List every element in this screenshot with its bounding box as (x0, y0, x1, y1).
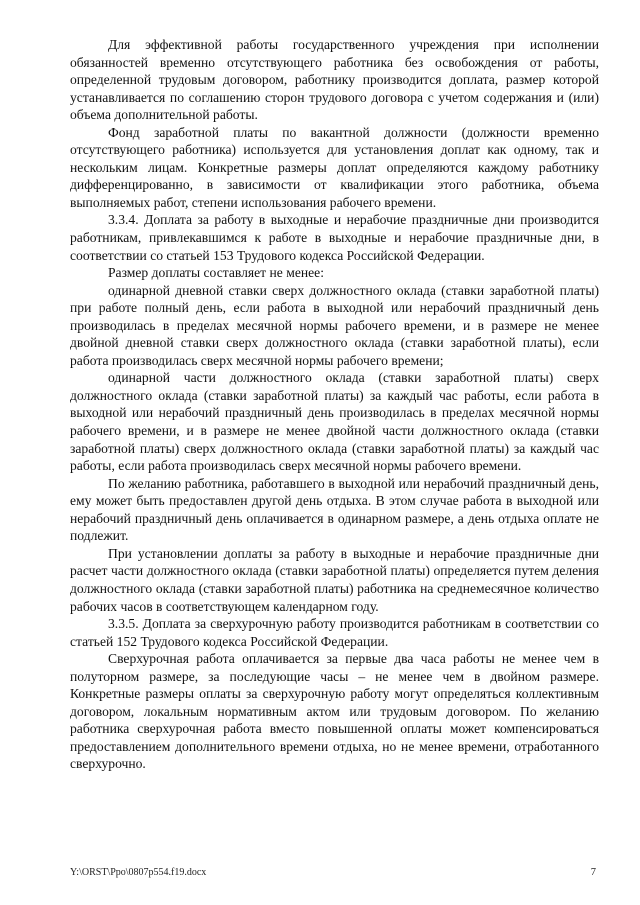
paragraph-vacancy-fund: Фонд заработной платы по вакантной должности (должности временно отсутствующего работника) используется для установления доплат как одному, так и нескольким лицам. Конкретные размеры доплат определяются каждому работнику дифференцированно, в зависимости от квалификации этого работника, объема выполняемых работ, степени использования рабочего времени. (70, 124, 599, 210)
paragraph-day-off: По желанию работника, работавшего в выходной или нерабочий праздничный день, ему может быть предоставлен другой день отдыха. В этом случае работа в выходной или нерабочий праздничный день оплачивается в одинарном размере, а день отдыха оплате не подлежит. (70, 475, 599, 544)
footer-file-path: Y:\ORST\Ppo\0807p554.f19.docx (70, 867, 207, 878)
page-number: 7 (590, 867, 596, 878)
paragraph-overtime: Сверхурочная работа оплачивается за первые два часа работы не менее чем в полуторном размере, за последующие часы – не менее чем в двойном размере. Конкретные размеры оплаты за сверхурочную работу могут определяться коллективным договором, локальным нормативным актом или трудовым договором. По желанию работника сверхурочная работа вместо повышенной оплаты может компенсироваться предоставлением дополнительного времени отдыха, но не менее времени, отработанного сверхурочно. (70, 651, 599, 772)
paragraph-size-intro: Размер доплаты составляет не менее: (108, 265, 324, 281)
document-body (70, 36, 599, 773)
paragraph-3-3-5: 3.3.5. Доплата за сверхурочную работу производится работникам в соответствии со статьей 152 Трудового кодекса Российской Федерации. (70, 616, 599, 649)
paragraph-temporary-absence: Для эффективной работы государственного учреждения при исполнении обязанностей временно отсутствующего работника без освобождения от работы, определенной трудовым договором, работнику производится доплата, размер которой устанавливается по соглашению сторон трудового договора с учетом содержания и (или) объема дополнительной работы. (70, 37, 599, 123)
paragraph-3-3-4: 3.3.4. Доплата за работу в выходные и нерабочие праздничные дни производится работникам, привлекавшимся к работе в выходные и нерабочие праздничные дни, в соответствии со статьей 153 Трудового кодекса Российской Федерации. (70, 212, 599, 263)
paragraph-calculation: При установлении доплаты за работу в выходные и нерабочие праздничные дни расчет части должностного оклада (ставки заработной платы) определяется путем деления должностного оклада (ставки заработной платы) работника на среднемесячное количество рабочих часов в соответствующем календарном году. (70, 545, 599, 614)
paragraph-hourly-rate: одинарной части должностного оклада (ставки заработной платы) сверх должностного оклада (ставки заработной платы) за каждый час работы, если работа в выходной или нерабочий праздничный день производилась в пределах месячной нормы рабочего времени, и в размере не менее двойной части должностного оклада (ставки заработной платы) сверх должностного оклада (ставки заработной платы) за каждый час работы, если работа производилась сверх месячной нормы рабочего времени. (70, 370, 599, 474)
paragraph-daily-rate: одинарной дневной ставки сверх должностного оклада (ставки заработной платы) при работе полный день, если работа в выходной или нерабочий праздничный день производилась в пределах месячной нормы рабочего времени, и в размере не менее двойной дневной ставки сверх должностного оклада (ставки заработной платы), если работа производилась сверх месячной нормы рабочего времени; (70, 282, 599, 368)
